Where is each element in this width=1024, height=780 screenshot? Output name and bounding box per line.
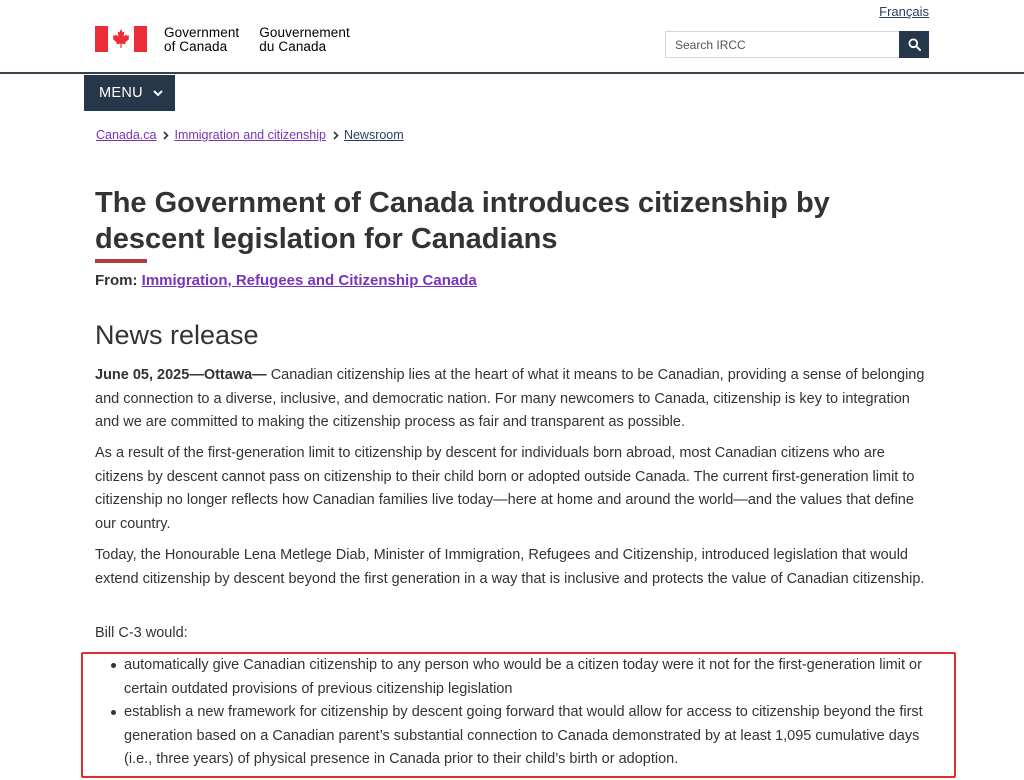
wordmark-en-line1: Government (164, 25, 240, 40)
wordmark-french (259, 26, 350, 54)
bill-provisions-list (124, 654, 939, 772)
canada-flag-icon (95, 26, 147, 52)
breadcrumb-immigration-citizenship[interactable]: Immigration and citizenship (174, 128, 326, 142)
wordmark-en-line2: of Canada (164, 39, 228, 54)
paragraph-first-generation-limit: As a result of the first-generation limit to citizenship by descent for individuals born abroad, most Canadian citizens who are citizens by descent cannot pass on citizenship to their child born or adopted outside Canada. The current first-generation limit to citizenship no longer reflects how Canadian families live today—here at home and around the world—and the values that define our country. (95, 445, 915, 532)
chevron-right-icon (333, 131, 339, 140)
paragraph-minister: Today, the Honourable Lena Metlege Diab, Minister of Immigration, Refugees and Citizenship, introduced legislation that would extend citizenship by descent beyond the first generation in a way that is inclusive and protects the value of Canadian citizenship. (95, 547, 925, 587)
site-header (0, 0, 1024, 74)
menu-button[interactable] (84, 75, 175, 111)
dateline: June 05, 2025—Ottawa— (95, 367, 267, 383)
page-title: The Government of Canada introduces citizenship by descent legislation for Canadians (95, 187, 830, 255)
search-icon (908, 38, 921, 51)
from-line (95, 272, 477, 289)
list-item: establish a new framework for citizenship by descent going forward that would allow for access to citizenship beyond the first generation based on a Canadian parent’s substantial connection to Canada demonstrated by at least 1,095 cumulative days (i.e., three years) of physical presence in Canada prior to their child’s birth or adoption. (124, 701, 939, 772)
wordmark-fr-line2: du Canada (259, 39, 327, 54)
paragraph-intro-text: Canadian citizenship lies at the heart of what it means to be Canadian, providing a sense of belonging and connection to a diverse, inclusive, and democratic nation. For many newcomers to Canada, citizenship is key to integration and we are committed to making the citizenship process as fair and transparent as possible. (95, 367, 925, 430)
wordmark-fr-line1: Gouvernement (259, 25, 350, 40)
government-of-canada-signature[interactable] (95, 26, 350, 54)
chevron-right-icon (163, 131, 169, 140)
search-button[interactable] (899, 31, 929, 58)
section-heading: News release (95, 320, 259, 350)
menu-label: MENU (99, 85, 143, 101)
chevron-down-icon (153, 90, 163, 97)
breadcrumb-canada-ca[interactable]: Canada.ca (96, 128, 157, 142)
wordmark-english (164, 26, 239, 54)
from-organization-link[interactable]: Immigration, Refugees and Citizenship Canada (141, 272, 477, 289)
paragraph-intro (95, 364, 930, 435)
search-input[interactable] (665, 31, 899, 58)
list-item: automatically give Canadian citizenship to any person who would be a citizen today were it not for the first-generation limit or certain outdated provisions of previous citizenship legislation (124, 654, 939, 701)
language-toggle-link[interactable]: Français (879, 4, 929, 19)
search-form (665, 31, 929, 58)
paragraph-bill-c3: Bill C-3 would: (95, 625, 188, 641)
breadcrumb-newsroom[interactable]: Newsroom (343, 128, 404, 142)
title-underline-rule (95, 259, 147, 263)
breadcrumb (96, 128, 404, 142)
from-label: From: (95, 272, 138, 289)
